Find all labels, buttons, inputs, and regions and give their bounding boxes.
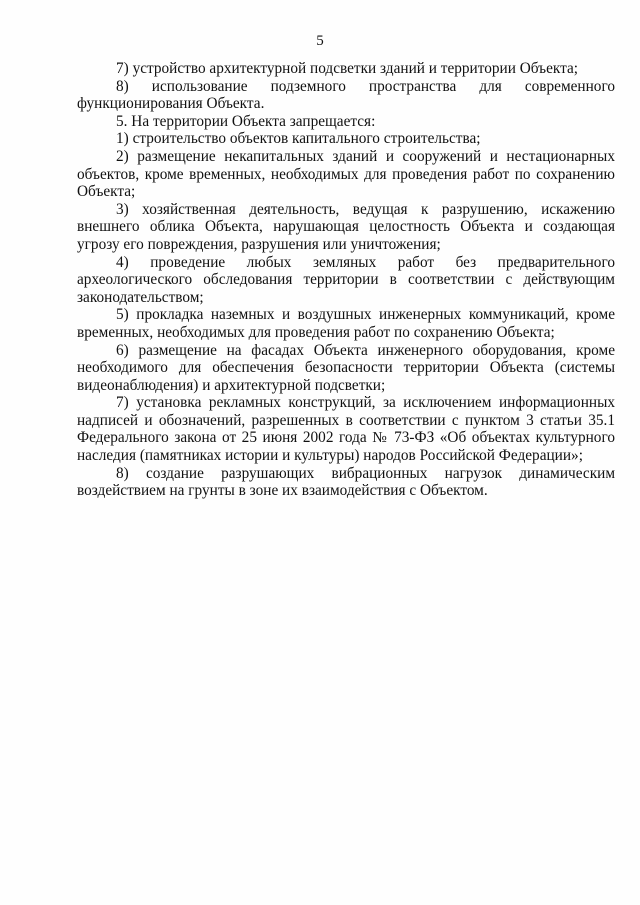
prohibition-item-8: 8) создание разрушающих вибрационных нагрузок динамическим воздействием на грунты в зоне их взаимодействия с Объектом.: [77, 464, 615, 500]
prohibition-item-3: 3) хозяйственная деятельность, ведущая к разрушению, искажению внешнего облика Объекта, нарушающая целостность Объекта и создающая угрозу его повреждения, разрушения или уничтожения;: [77, 200, 615, 253]
prohibition-item-6: 6) размещение на фасадах Объекта инженерного оборудования, кроме необходимого для обеспечения безопасности территории Объекта (системы видеонаблюдения) и архитектурной подсветки;: [77, 341, 615, 394]
paragraph-item-7-lighting: 7) устройство архитектурной подсветки зданий и территории Объекта;: [116, 60, 578, 77]
paragraph-item-8-underground: 8) использование подземного пространства для современного функционирования Объекта.: [77, 77, 615, 113]
prohibition-item-4: 4) проведение любых земляных работ без предварительного археологического обследования территории в соответствии с действующим законодательством;: [77, 253, 615, 306]
section-5-heading: 5. На территории Объекта запрещается:: [116, 112, 376, 130]
document-body: [77, 60, 615, 500]
prohibition-item-2: 2) размещение некапитальных зданий и сооружений и нестационарных объектов, кроме временных, необходимых для проведения работ по сохранению Объекта;: [77, 147, 615, 201]
prohibition-item-5: 5) прокладка наземных и воздушных инженерных коммуникаций, кроме временных, необходимых для проведения работ по сохранению Объекта;: [77, 306, 615, 341]
prohibition-item-1: 1) строительство объектов капитального строительства;: [116, 130, 481, 148]
page-number: 5: [316, 33, 324, 49]
prohibition-item-7: 7) установка рекламных конструкций, за исключением информационных надписей и обозначений, разрешенных в соответствии с пунктом 3 статьи 35.1 Федерального закона от 25 июня 2002 года № 73-ФЗ «Об объектах культурного наследия (памятниках истории и культуры) народов Российской Федерации»;: [77, 394, 615, 465]
